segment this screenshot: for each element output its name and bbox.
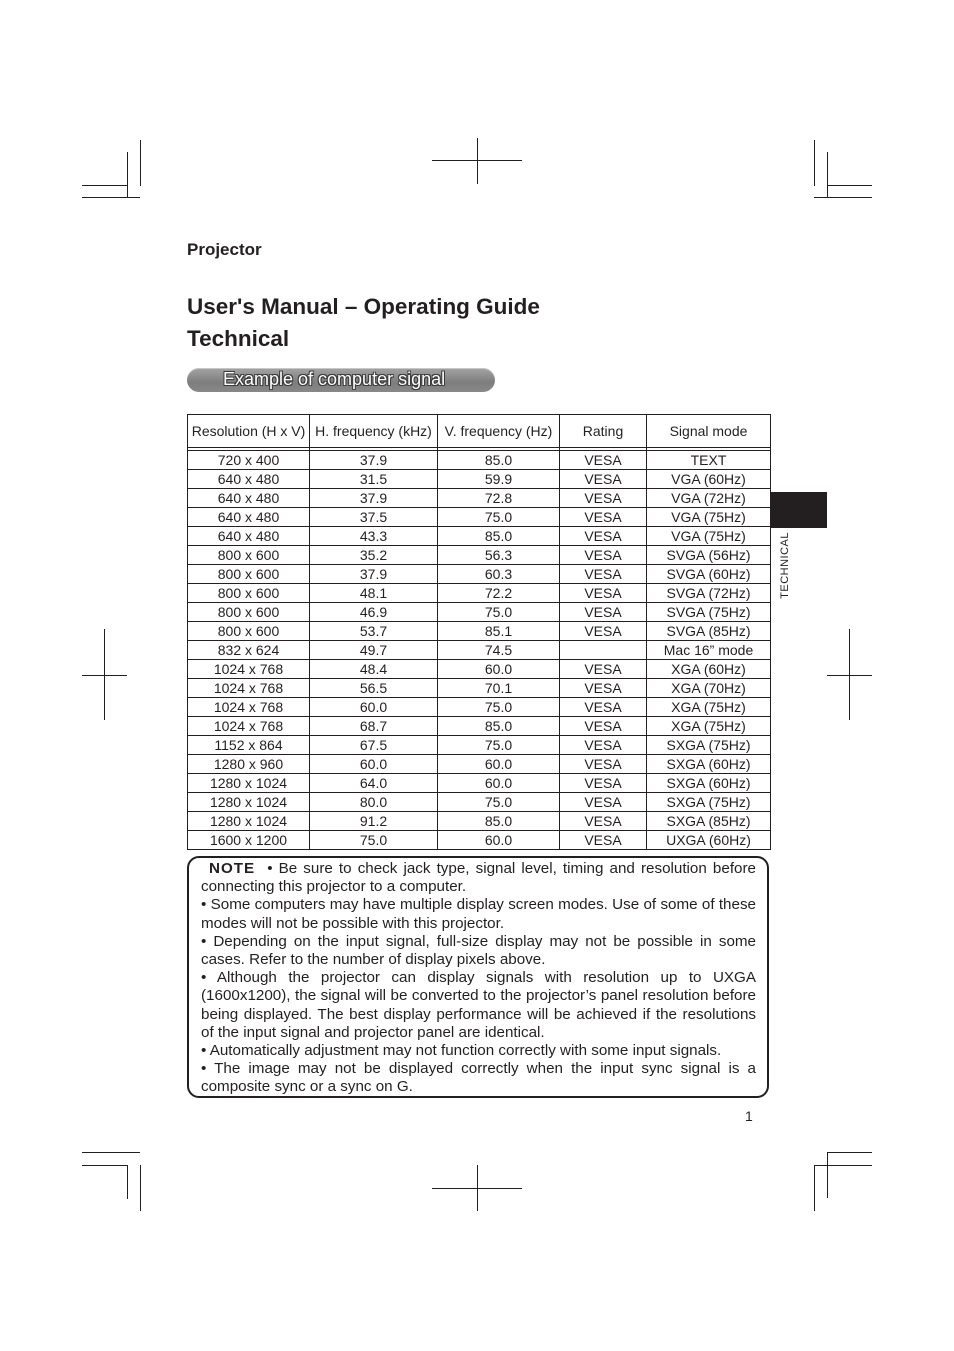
cell-v-frequency: 72.8: [438, 489, 560, 508]
table-row: [188, 451, 771, 470]
cell-rating: VESA: [560, 812, 647, 831]
cell-v-frequency: 56.3: [438, 546, 560, 565]
cell-signal-mode: VGA (75Hz): [647, 527, 771, 546]
cell-resolution: 1600 x 1200: [188, 831, 310, 850]
cell-rating: VESA: [560, 755, 647, 774]
section-header: Projector: [187, 240, 262, 259]
page-number: 1: [745, 1108, 753, 1124]
header-rating: Rating: [560, 415, 647, 448]
table-row: [188, 603, 771, 622]
cell-signal-mode: TEXT: [647, 451, 771, 470]
cell-v-frequency: 75.0: [438, 736, 560, 755]
cell-h-frequency: 60.0: [310, 755, 438, 774]
table-row: [188, 755, 771, 774]
table-row: [188, 641, 771, 660]
cell-h-frequency: 37.9: [310, 565, 438, 584]
cell-h-frequency: 53.7: [310, 622, 438, 641]
cell-signal-mode: SVGA (72Hz): [647, 584, 771, 603]
cell-signal-mode: SVGA (85Hz): [647, 622, 771, 641]
cell-h-frequency: 75.0: [310, 831, 438, 850]
cell-signal-mode: XGA (75Hz): [647, 698, 771, 717]
cell-signal-mode: SXGA (60Hz): [647, 755, 771, 774]
cell-h-frequency: 64.0: [310, 774, 438, 793]
table-row: [188, 622, 771, 641]
note-item: • Automatically adjustment may not function correctly with some input signals.: [201, 1042, 722, 1060]
cell-resolution: 1024 x 768: [188, 679, 310, 698]
cell-v-frequency: 59.9: [438, 470, 560, 489]
cell-signal-mode: SXGA (75Hz): [647, 793, 771, 812]
header-v-frequency: V. frequency (Hz): [438, 415, 560, 448]
cell-h-frequency: 46.9: [310, 603, 438, 622]
cell-h-frequency: 68.7: [310, 717, 438, 736]
note-item: • Some computers may have multiple display screen modes. Use of some of these modes will not be possible with this projector.: [201, 896, 756, 932]
cell-rating: VESA: [560, 603, 647, 622]
table-row: [188, 698, 771, 717]
section-pill: [187, 368, 495, 392]
cell-h-frequency: 91.2: [310, 812, 438, 831]
cell-v-frequency: 60.0: [438, 660, 560, 679]
cell-h-frequency: 35.2: [310, 546, 438, 565]
cell-signal-mode: SVGA (60Hz): [647, 565, 771, 584]
cell-h-frequency: 48.4: [310, 660, 438, 679]
cell-h-frequency: 49.7: [310, 641, 438, 660]
note-item: • The image may not be displayed correctly when the input sync signal is a composite sync or a sync on G.: [201, 1060, 756, 1096]
cell-rating: VESA: [560, 546, 647, 565]
cell-rating: VESA: [560, 793, 647, 812]
cell-signal-mode: SVGA (56Hz): [647, 546, 771, 565]
table-row: [188, 774, 771, 793]
note-text: • Be sure to check jack type, signal level, timing and resolution before connecting this projector to a computer.: [201, 860, 756, 896]
cell-resolution: 640 x 480: [188, 508, 310, 527]
cell-resolution: 1280 x 1024: [188, 793, 310, 812]
cell-resolution: 832 x 624: [188, 641, 310, 660]
table-header-row: [188, 415, 771, 448]
table-row: [188, 470, 771, 489]
cell-resolution: 1280 x 1024: [188, 812, 310, 831]
cell-rating: VESA: [560, 584, 647, 603]
cell-signal-mode: XGA (75Hz): [647, 717, 771, 736]
cell-v-frequency: 60.0: [438, 774, 560, 793]
section-pill-label: Example of computer signal: [223, 369, 446, 389]
cell-h-frequency: 80.0: [310, 793, 438, 812]
cell-rating: VESA: [560, 451, 647, 470]
cell-h-frequency: 37.9: [310, 489, 438, 508]
signal-table: [187, 414, 771, 850]
section-tab-marker: [771, 492, 827, 528]
table-row: [188, 565, 771, 584]
cell-rating: VESA: [560, 660, 647, 679]
cell-resolution: 640 x 480: [188, 527, 310, 546]
cell-rating: VESA: [560, 736, 647, 755]
cell-rating: VESA: [560, 679, 647, 698]
cell-signal-mode: UXGA (60Hz): [647, 831, 771, 850]
cell-rating: VESA: [560, 470, 647, 489]
cell-rating: VESA: [560, 527, 647, 546]
cell-resolution: 1280 x 960: [188, 755, 310, 774]
cell-rating: VESA: [560, 489, 647, 508]
cell-v-frequency: 75.0: [438, 508, 560, 527]
table-body: [188, 451, 771, 850]
cell-v-frequency: 85.0: [438, 717, 560, 736]
table-row: [188, 793, 771, 812]
table-row: [188, 489, 771, 508]
cell-h-frequency: 56.5: [310, 679, 438, 698]
cell-signal-mode: SXGA (60Hz): [647, 774, 771, 793]
cell-v-frequency: 60.0: [438, 831, 560, 850]
table-row: [188, 717, 771, 736]
cell-signal-mode: Mac 16” mode: [647, 641, 771, 660]
cell-rating: VESA: [560, 717, 647, 736]
cell-v-frequency: 75.0: [438, 793, 560, 812]
cell-signal-mode: SXGA (85Hz): [647, 812, 771, 831]
cell-resolution: 800 x 600: [188, 622, 310, 641]
cell-rating: VESA: [560, 622, 647, 641]
cell-signal-mode: VGA (60Hz): [647, 470, 771, 489]
cell-v-frequency: 85.0: [438, 812, 560, 831]
cell-v-frequency: 85.0: [438, 451, 560, 470]
cell-h-frequency: 48.1: [310, 584, 438, 603]
cell-resolution: 1024 x 768: [188, 660, 310, 679]
cell-resolution: 800 x 600: [188, 584, 310, 603]
table-row: [188, 660, 771, 679]
cell-resolution: 640 x 480: [188, 489, 310, 508]
cell-v-frequency: 85.1: [438, 622, 560, 641]
cell-rating: [560, 641, 647, 660]
side-tab-label: TECHNICAL: [779, 532, 791, 599]
header-resolution: Resolution (H x V): [188, 415, 310, 448]
table-row: [188, 812, 771, 831]
cell-signal-mode: VGA (75Hz): [647, 508, 771, 527]
note-item: • Although the projector can display signals with resolution up to UXGA (1600x1200), the signal will be converted to the projector’s panel resolution before being displayed. The best display performance will be achieved if the resolutions of the input signal and projector panel are identical.: [201, 969, 756, 1041]
header-h-frequency: H. frequency (kHz): [310, 415, 438, 448]
cell-v-frequency: 60.0: [438, 755, 560, 774]
cell-h-frequency: 67.5: [310, 736, 438, 755]
note-tag: NOTE: [209, 860, 256, 877]
cell-rating: VESA: [560, 831, 647, 850]
table-row: [188, 679, 771, 698]
cell-resolution: 800 x 600: [188, 565, 310, 584]
header-signal-mode: Signal mode: [647, 415, 771, 448]
cell-v-frequency: 75.0: [438, 603, 560, 622]
cell-rating: VESA: [560, 565, 647, 584]
cell-signal-mode: SXGA (75Hz): [647, 736, 771, 755]
table-row: [188, 508, 771, 527]
cell-resolution: 800 x 600: [188, 546, 310, 565]
note-box: [187, 856, 769, 1098]
cell-resolution: 1024 x 768: [188, 698, 310, 717]
table-row: [188, 736, 771, 755]
cell-h-frequency: 37.9: [310, 451, 438, 470]
note-item: [201, 860, 756, 896]
table-row: [188, 831, 771, 850]
cell-signal-mode: VGA (72Hz): [647, 489, 771, 508]
cell-h-frequency: 31.5: [310, 470, 438, 489]
cell-v-frequency: 85.0: [438, 527, 560, 546]
cell-h-frequency: 43.3: [310, 527, 438, 546]
table-row: [188, 584, 771, 603]
cell-rating: VESA: [560, 774, 647, 793]
page-title: User's Manual – Operating Guide: [187, 294, 540, 319]
cell-signal-mode: XGA (60Hz): [647, 660, 771, 679]
cell-resolution: 720 x 400: [188, 451, 310, 470]
table-row: [188, 527, 771, 546]
cell-v-frequency: 74.5: [438, 641, 560, 660]
cell-resolution: 1280 x 1024: [188, 774, 310, 793]
cell-v-frequency: 75.0: [438, 698, 560, 717]
cell-v-frequency: 60.3: [438, 565, 560, 584]
page-subtitle: Technical: [187, 326, 290, 351]
cell-rating: VESA: [560, 508, 647, 527]
note-item: • Depending on the input signal, full-size display may not be possible in some cases. Refer to the number of display pixels above.: [201, 932, 756, 969]
cell-resolution: 640 x 480: [188, 470, 310, 489]
cell-resolution: 1152 x 864: [188, 736, 310, 755]
cell-h-frequency: 60.0: [310, 698, 438, 717]
cell-resolution: 800 x 600: [188, 603, 310, 622]
cell-signal-mode: SVGA (75Hz): [647, 603, 771, 622]
cell-resolution: 1024 x 768: [188, 717, 310, 736]
table-row: [188, 546, 771, 565]
cell-signal-mode: XGA (70Hz): [647, 679, 771, 698]
cell-v-frequency: 70.1: [438, 679, 560, 698]
cell-h-frequency: 37.5: [310, 508, 438, 527]
cell-rating: VESA: [560, 698, 647, 717]
cell-v-frequency: 72.2: [438, 584, 560, 603]
